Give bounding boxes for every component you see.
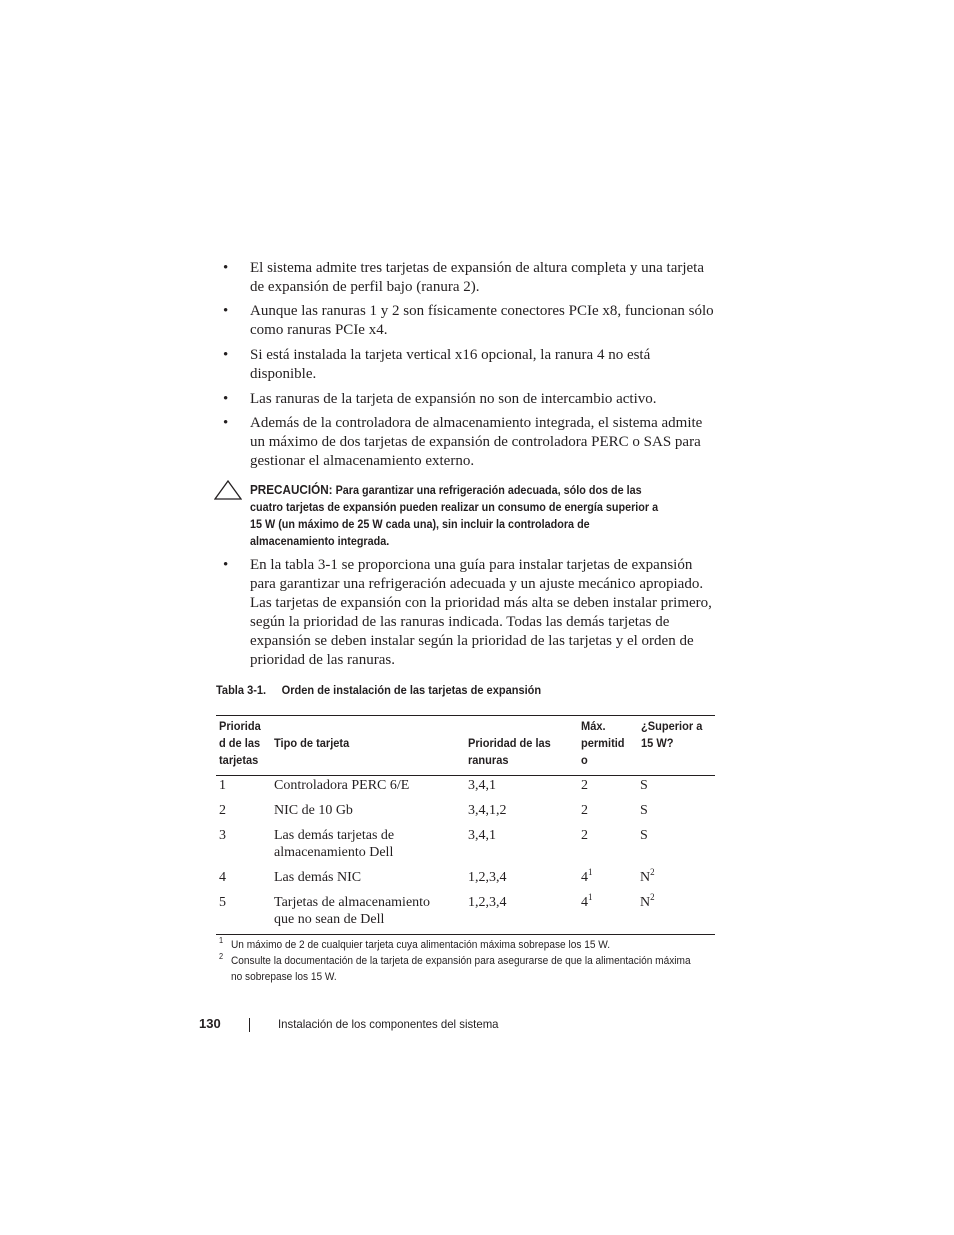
warning-triangle-icon xyxy=(214,480,242,500)
bullet-item-6: En la tabla 3-1 se proporciona una guía para instalar tarjetas de expansión para garantizar una refrigeración adecuada y un ajuste mecánico apropiado. Las tarjetas de expansión con la prioridad más alta se deben instalar primero, según la prioridad de las ranuras indicada. Todas las demás tarjetas de expansión se deben instalar según la prioridad de las tarjetas y el orden de prioridad de las ranuras. xyxy=(250,557,712,668)
header-line: d de las xyxy=(219,736,261,750)
table-top-rule xyxy=(216,715,715,716)
table-header-rule xyxy=(216,775,715,776)
cell-value: 4 xyxy=(581,870,588,885)
cell-max xyxy=(581,894,593,911)
cell-value: 2 xyxy=(581,778,588,793)
bullet-marker: • xyxy=(223,391,229,407)
caution-label: PRECAUCIÓN: xyxy=(250,482,333,497)
cell-line: Las demás tarjetas de xyxy=(274,828,395,843)
bullet-item-5: Además de la controladora de almacenamiento integrada, el sistema admite un máximo de dos tarjetas de expansión de controladora PERC o SAS para gestionar el almacenamiento externo. xyxy=(250,415,703,469)
bullet-item-3: Si está instalada la tarjeta vertical x16 opcional, la ranura 4 no está disponible. xyxy=(250,347,651,382)
cell-line: que no sean de Dell xyxy=(274,912,385,927)
header-line: 15 W? xyxy=(641,736,674,750)
table-bottom-rule xyxy=(216,934,715,935)
cell-max xyxy=(581,827,588,844)
header-line: Máx. xyxy=(581,719,606,733)
cell-value: S xyxy=(640,778,648,793)
bullet-marker: • xyxy=(223,415,229,431)
cell-line: almacenamiento Dell xyxy=(274,845,394,860)
bullet-marker: • xyxy=(223,347,229,363)
cell-slots: 3,4,1 xyxy=(468,828,496,843)
header-max-allowed xyxy=(581,718,625,769)
cell-type xyxy=(274,777,409,794)
cell-value: 2 xyxy=(581,828,588,843)
header-over-15w xyxy=(641,718,702,752)
cell-over15 xyxy=(640,869,655,886)
cell-type xyxy=(274,869,361,886)
header-line: permitid xyxy=(581,736,625,750)
cell-value: S xyxy=(640,828,648,843)
cell-line: Tarjetas de almacenamiento xyxy=(274,895,431,910)
cell-over15 xyxy=(640,827,648,844)
header-line: tarjetas xyxy=(219,753,259,767)
table-caption-title: Orden de instalación de las tarjetas de expansión xyxy=(281,683,542,697)
cell-value: N xyxy=(640,895,651,910)
cell-value: 2 xyxy=(581,803,588,818)
bullet-item-2: Aunque las ranuras 1 y 2 son físicamente conectores PCIe x8, funcionan sólo como ranuras PCIe x4. xyxy=(250,303,714,338)
cell-slots: 3,4,1,2 xyxy=(468,803,507,818)
footnote-number: 1 xyxy=(219,936,224,945)
cell-type xyxy=(274,827,394,861)
cell-slots: 1,2,3,4 xyxy=(468,870,507,885)
bullet-marker: • xyxy=(223,303,229,319)
footnote-ref: 2 xyxy=(650,867,655,877)
footnote-number: 2 xyxy=(219,952,224,961)
cell-max xyxy=(581,777,588,794)
footer-separator xyxy=(249,1018,250,1032)
cell-max xyxy=(581,869,593,886)
footnote-ref: 2 xyxy=(650,892,655,902)
cell-line: NIC de 10 Gb xyxy=(274,803,353,818)
footnote-ref: 1 xyxy=(588,892,593,902)
cell-max xyxy=(581,802,588,819)
cell-value: S xyxy=(640,803,648,818)
cell-value: N xyxy=(640,870,651,885)
cell-priority: 1 xyxy=(219,778,226,793)
footer-section-title: Instalación de los componentes del sistema xyxy=(278,1017,499,1031)
cell-slots: 3,4,1 xyxy=(468,778,496,793)
bullet-marker: • xyxy=(223,260,229,276)
caution-note xyxy=(250,481,673,550)
bullet-item-4: Las ranuras de la tarjeta de expansión no son de intercambio activo. xyxy=(250,391,657,407)
header-line: Prioridad de las xyxy=(468,736,551,750)
page-number: 130 xyxy=(199,1016,221,1031)
table-caption xyxy=(216,683,541,697)
cell-over15 xyxy=(640,802,648,819)
header-card-priority xyxy=(219,718,261,769)
footnote-text: Consulte la documentación de la tarjeta de expansión para asegurarse de que la alimentación máxima no sobrepase los 15 W. xyxy=(230,955,691,983)
header-line: ranuras xyxy=(468,753,509,767)
cell-type xyxy=(274,894,430,928)
cell-value: 4 xyxy=(581,895,588,910)
footnote-text: Un máximo de 2 de cualquier tarjeta cuya alimentación máxima sobrepase los 15 W. xyxy=(230,939,611,951)
header-slot-priority xyxy=(468,735,551,769)
footnote-ref: 1 xyxy=(588,867,593,877)
cell-over15 xyxy=(640,777,648,794)
header-line: ¿Superior a xyxy=(641,719,703,733)
cell-over15 xyxy=(640,894,655,911)
cell-priority: 4 xyxy=(219,870,226,885)
bullet-marker: • xyxy=(223,557,229,573)
cell-priority: 2 xyxy=(219,803,226,818)
header-line: o xyxy=(581,753,588,767)
header-card-type: Tipo de tarjeta xyxy=(274,736,350,750)
table-caption-label: Tabla 3-1. xyxy=(216,683,267,697)
cell-priority: 3 xyxy=(219,828,226,843)
header-line: Priorida xyxy=(219,719,261,733)
caution-text: Para garantizar una refrigeración adecuada, sólo dos de las cuatro tarjetas de expansión pueden realizar un consumo de energía superior a 15 W (un máximo de 25 W cada una), sin incluir la controladora de almacenamiento integrada. xyxy=(250,483,659,548)
bullet-item-1: El sistema admite tres tarjetas de expansión de altura completa y una tarjeta de expansión de perfil bajo (ranura 2). xyxy=(250,260,704,295)
cell-line: Controladora PERC 6/E xyxy=(274,778,410,793)
cell-type xyxy=(274,802,353,819)
cell-slots: 1,2,3,4 xyxy=(468,895,507,910)
cell-line: Las demás NIC xyxy=(274,870,362,885)
cell-priority: 5 xyxy=(219,895,226,910)
